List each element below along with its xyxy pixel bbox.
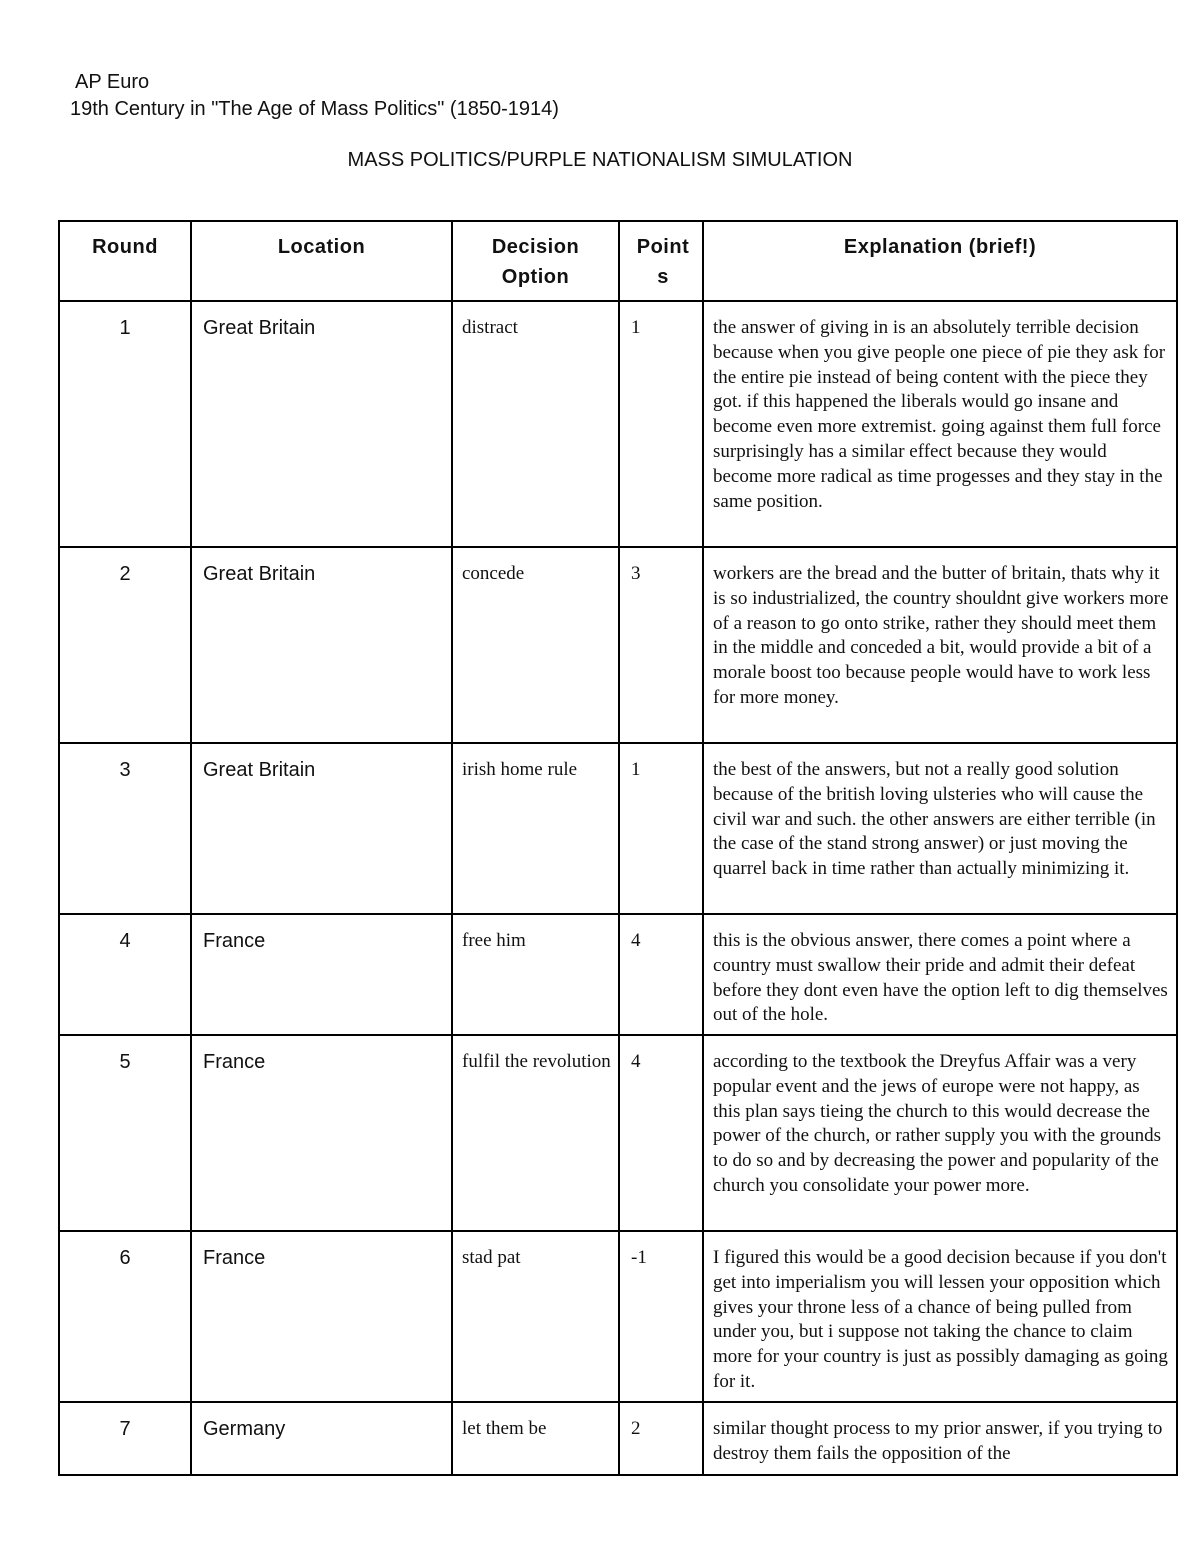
explanation-cell: according to the textbook the Dreyfus Affair was a very popular event and the jews of europe were not happy, as this plan says tieing the church to this would decrease the power of the church, or rather supply you with the grounds to do so and by decreasing the power and popularity of the church you consolidate your power more. [703, 1035, 1177, 1231]
explanation-cell: similar thought process to my prior answer, if you trying to destroy them fails the opposition of the [703, 1402, 1177, 1475]
unit-title: 19th Century in "The Age of Mass Politics" (1850-1914) [70, 98, 559, 120]
round-cell: 2 [59, 547, 191, 743]
location-cell: France [191, 914, 452, 1035]
column-header-round: Round [59, 221, 191, 301]
location-cell: France [191, 1231, 452, 1402]
explanation-cell: workers are the bread and the butter of britain, thats why it is so industrialized, the country shouldnt give workers more of a reason to go onto strike, rather they should meet them in the middle and conceded a bit, would provide a bit of a morale boost too because people would have to work less for more money. [703, 547, 1177, 743]
decision-table [58, 220, 1178, 1476]
points-cell: -1 [619, 1231, 703, 1402]
simulation-title: MASS POLITICS/PURPLE NATIONALISM SIMULATION [347, 149, 853, 171]
decision-cell: irish home rule [452, 743, 619, 914]
points-cell: 4 [619, 914, 703, 1035]
location-cell: Germany [191, 1402, 452, 1475]
explanation-cell: the best of the answers, but not a really good solution because of the british loving ulsteries who will cause the civil war and such. the other answers are either terrible (in the case of the stand strong answer) or just moving the quarrel back in time rather than actually minimizing it. [703, 743, 1177, 914]
round-cell: 3 [59, 743, 191, 914]
round-cell: 1 [59, 301, 191, 547]
round-cell: 4 [59, 914, 191, 1035]
course-name: AP Euro [75, 71, 150, 93]
decision-cell: let them be [452, 1402, 619, 1475]
points-cell: 4 [619, 1035, 703, 1231]
round-cell: 5 [59, 1035, 191, 1231]
table-row [59, 743, 1177, 914]
location-cell: Great Britain [191, 301, 452, 547]
column-header-location: Location [191, 221, 452, 301]
decision-cell: fulfil the revolution [452, 1035, 619, 1231]
table-header-row [59, 221, 1177, 301]
decision-cell: concede [452, 547, 619, 743]
round-cell: 6 [59, 1231, 191, 1402]
column-header-decision: Decision Option [452, 221, 619, 301]
column-header-points: Points [619, 221, 703, 301]
points-cell: 3 [619, 547, 703, 743]
column-header-explanation: Explanation (brief!) [703, 221, 1177, 301]
explanation-cell: this is the obvious answer, there comes a point where a country must swallow their pride and admit their defeat before they dont even have the option left to dig themselves out of the hole. [703, 914, 1177, 1035]
explanation-cell: the answer of giving in is an absolutely terrible decision because when you give people one piece of pie they ask for the entire pie instead of being content with the piece they got. if this happened the liberals would go insane and become even more extremist. going against them full force surprisingly has a similar effect because they would become more radical as time progesses and they stay in the same position. [703, 301, 1177, 547]
points-cell: 2 [619, 1402, 703, 1475]
table-row [59, 1231, 1177, 1402]
table-row [59, 914, 1177, 1035]
table-row [59, 301, 1177, 547]
location-cell: Great Britain [191, 547, 452, 743]
explanation-cell: I figured this would be a good decision because if you don't get into imperialism you will lessen your opposition which gives your throne less of a chance of being pulled from under you, but i suppose not taking the chance to claim more for your country is just as possibly damaging as going for it. [703, 1231, 1177, 1402]
round-cell: 7 [59, 1402, 191, 1475]
decision-cell: free him [452, 914, 619, 1035]
table-row [59, 1402, 1177, 1475]
points-cell: 1 [619, 743, 703, 914]
points-cell: 1 [619, 301, 703, 547]
table-row [59, 1035, 1177, 1231]
decision-cell: stad pat [452, 1231, 619, 1402]
table-row [59, 547, 1177, 743]
location-cell: France [191, 1035, 452, 1231]
location-cell: Great Britain [191, 743, 452, 914]
decision-cell: distract [452, 301, 619, 547]
